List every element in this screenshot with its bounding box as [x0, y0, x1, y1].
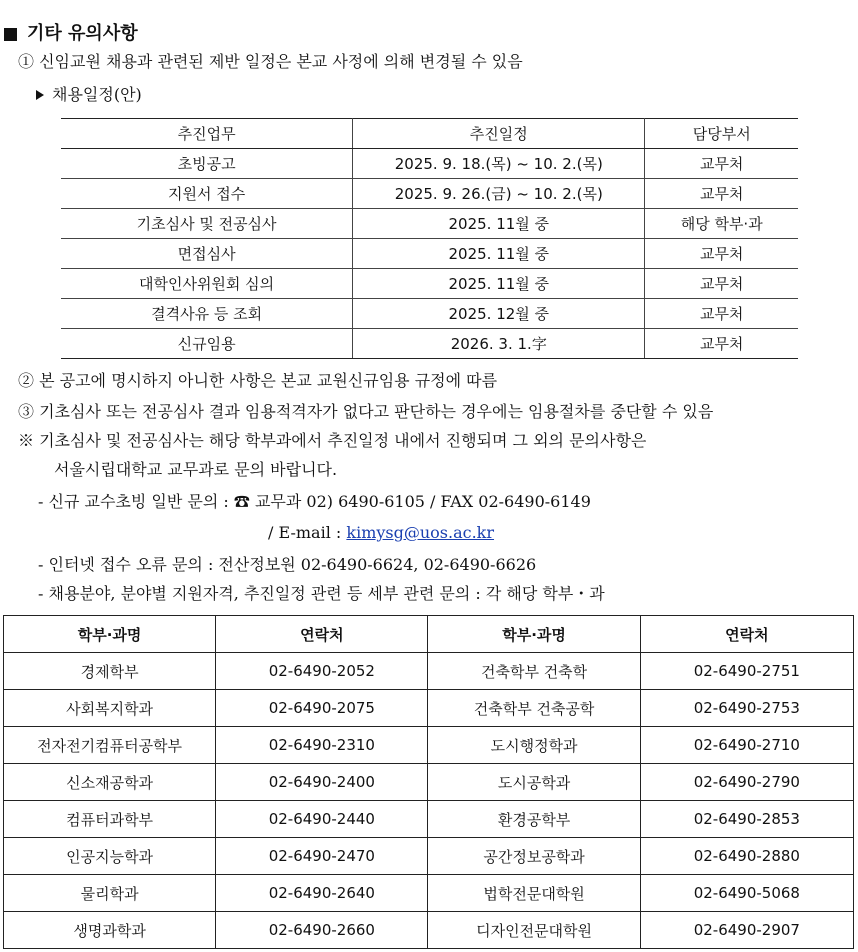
contacts-table	[3, 615, 854, 949]
square-bullet-icon	[4, 28, 17, 41]
general-inquiry	[38, 491, 591, 513]
email-inquiry	[268, 522, 494, 544]
schedule-row	[61, 209, 798, 239]
dept-name: 디자인전문대학원	[428, 912, 640, 949]
dept-name: 도시행정학과	[428, 727, 640, 764]
dept-phone: 02-6490-2753	[640, 690, 853, 727]
note-schedule-change: ① 신임교원 채용과 관련된 제반 일정은 본교 사정에 의해 변경될 수 있음	[18, 52, 523, 71]
email-link[interactable]: kimysg@uos.ac.kr	[346, 523, 495, 542]
contacts-row	[4, 875, 854, 912]
schedule-header-row	[61, 119, 798, 149]
schedule-row	[61, 179, 798, 209]
schedule-header-cell: 담당부서	[645, 119, 798, 149]
note-inquiry-line1: ※ 기초심사 및 전공심사는 해당 학부과에서 추진일정 내에서 진행되며 그 외의 문의사항은	[18, 431, 647, 450]
dept-name: 인공지능학과	[4, 838, 216, 875]
contacts-header-row	[4, 616, 854, 653]
contacts-row	[4, 690, 854, 727]
contacts-row	[4, 912, 854, 949]
contacts-row	[4, 838, 854, 875]
dept-name: 환경공학부	[428, 801, 640, 838]
dept-phone: 02-6490-2440	[216, 801, 428, 838]
dept-phone: 02-6490-2710	[640, 727, 853, 764]
dept-name: 신소재공학과	[4, 764, 216, 801]
dept-name: 생명과학과	[4, 912, 216, 949]
schedule-date: 2025. 11월 중	[353, 209, 645, 239]
schedule-dept: 해당 학부·과	[645, 209, 798, 239]
dept-phone: 02-6490-2075	[216, 690, 428, 727]
schedule-table	[61, 118, 798, 359]
schedule-task: 기초심사 및 전공심사	[61, 209, 353, 239]
schedule-heading-text: 채용일정(안)	[52, 85, 142, 104]
schedule-dept: 교무처	[645, 269, 798, 299]
contacts-row	[4, 764, 854, 801]
contacts-row	[4, 801, 854, 838]
dept-phone: 02-6490-5068	[640, 875, 853, 912]
dept-phone: 02-6490-2052	[216, 653, 428, 690]
schedule-row	[61, 239, 798, 269]
schedule-dept: 교무처	[645, 179, 798, 209]
schedule-date: 2025. 11월 중	[353, 269, 645, 299]
contacts-header-cell: 학부·과명	[4, 616, 216, 653]
email-prefix: / E-mail :	[268, 523, 347, 542]
contacts-header-cell: 학부·과명	[428, 616, 640, 653]
dept-name: 건축학부 건축학	[428, 653, 640, 690]
dept-phone: 02-6490-2660	[216, 912, 428, 949]
schedule-dept: 교무처	[645, 239, 798, 269]
schedule-task: 지원서 접수	[61, 179, 353, 209]
schedule-dept: 교무처	[645, 299, 798, 329]
schedule-date: 2025. 12월 중	[353, 299, 645, 329]
dept-name: 법학전문대학원	[428, 875, 640, 912]
dept-name: 컴퓨터과학부	[4, 801, 216, 838]
contacts-row	[4, 653, 854, 690]
schedule-row	[61, 299, 798, 329]
schedule-task: 면접심사	[61, 239, 353, 269]
dept-phone: 02-6490-2880	[640, 838, 853, 875]
note-regulation: ② 본 공고에 명시하지 아니한 사항은 본교 교원신규임용 규정에 따름	[18, 371, 498, 390]
section-title-text: 기타 유의사항	[27, 23, 138, 44]
note-inquiry-line2: 서울시립대학교 교무과로 문의 바랍니다.	[54, 460, 338, 479]
schedule-row	[61, 149, 798, 179]
schedule-date: 2025. 9. 18.(목) ~ 10. 2.(목)	[353, 149, 645, 179]
dept-name: 공간정보공학과	[428, 838, 640, 875]
schedule-dept: 교무처	[645, 149, 798, 179]
note-suspension: ③ 기초심사 또는 전공심사 결과 임용적격자가 없다고 판단하는 경우에는 임용절차를 중단할 수 있음	[18, 402, 714, 421]
dept-phone: 02-6490-2907	[640, 912, 853, 949]
dept-phone: 02-6490-2853	[640, 801, 853, 838]
general-inquiry-prefix: - 신규 교수초빙 일반 문의 :	[38, 492, 234, 511]
schedule-heading	[36, 84, 142, 106]
triangle-bullet-icon	[36, 90, 44, 100]
field-inquiry: - 채용분야, 분야별 지원자격, 추진일정 관련 등 세부 관련 문의 : 각 해당 학부・과	[38, 584, 605, 603]
schedule-row	[61, 329, 798, 359]
dept-phone: 02-6490-2790	[640, 764, 853, 801]
contacts-row	[4, 727, 854, 764]
dept-phone: 02-6490-2640	[216, 875, 428, 912]
schedule-task: 초빙공고	[61, 149, 353, 179]
schedule-header-cell: 추진일정	[353, 119, 645, 149]
schedule-task: 결격사유 등 조회	[61, 299, 353, 329]
dept-name: 사회복지학과	[4, 690, 216, 727]
schedule-task: 신규임용	[61, 329, 353, 359]
dept-name: 물리학과	[4, 875, 216, 912]
dept-phone: 02-6490-2470	[216, 838, 428, 875]
schedule-dept: 교무처	[645, 329, 798, 359]
schedule-date: 2025. 9. 26.(금) ~ 10. 2.(목)	[353, 179, 645, 209]
contacts-header-cell: 연락처	[640, 616, 853, 653]
schedule-task: 대학인사위원회 심의	[61, 269, 353, 299]
schedule-date: 2026. 3. 1.字	[353, 329, 645, 359]
internet-inquiry: - 인터넷 접수 오류 문의 : 전산정보원 02-6490-6624, 02-6490-6626	[38, 555, 537, 574]
section-title	[4, 22, 138, 46]
schedule-header-cell: 추진업무	[61, 119, 353, 149]
general-inquiry-text: 교무과 02) 6490-6105 / FAX 02-6490-6149	[249, 492, 591, 511]
dept-name: 건축학부 건축공학	[428, 690, 640, 727]
contacts-header-cell: 연락처	[216, 616, 428, 653]
dept-phone: 02-6490-2751	[640, 653, 853, 690]
schedule-date: 2025. 11월 중	[353, 239, 645, 269]
dept-name: 도시공학과	[428, 764, 640, 801]
dept-name: 전자전기컴퓨터공학부	[4, 727, 216, 764]
phone-icon: ☎	[233, 492, 250, 511]
dept-phone: 02-6490-2400	[216, 764, 428, 801]
schedule-row	[61, 269, 798, 299]
dept-phone: 02-6490-2310	[216, 727, 428, 764]
dept-name: 경제학부	[4, 653, 216, 690]
